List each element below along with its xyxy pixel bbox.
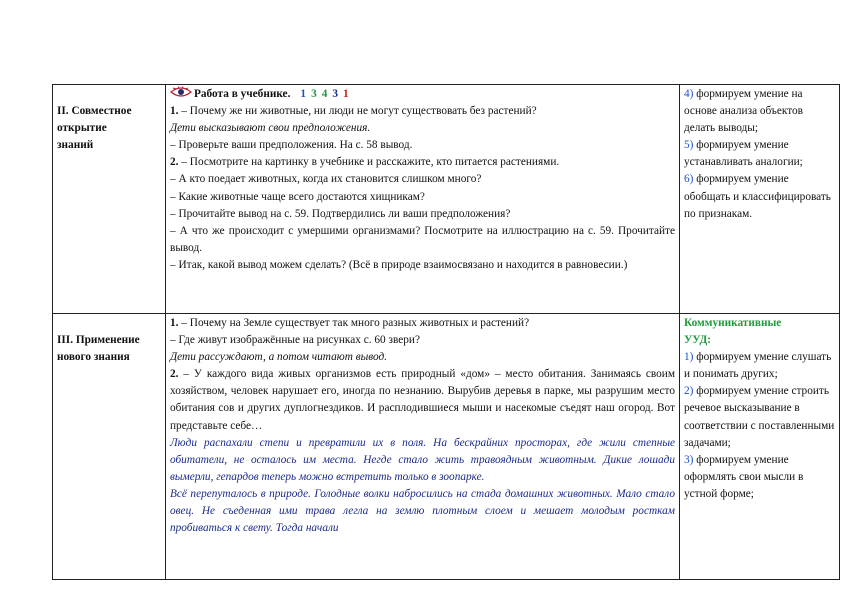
uud-number: 6) xyxy=(684,173,694,186)
uud-number: 3) xyxy=(684,453,694,466)
activity-line: 2. – Посмотрите на картинку в учебнике и расскажите, кто питается растениями. xyxy=(170,156,560,169)
activity-line: Дети рассуждают, а потом читают вывод. xyxy=(170,351,388,364)
stage-label: знаний xyxy=(57,139,94,152)
uud-cell xyxy=(680,314,840,580)
activity-cell xyxy=(166,314,680,580)
uud-list xyxy=(684,86,835,223)
activity-lines xyxy=(170,103,675,274)
table-row xyxy=(53,314,840,580)
uud-number: 4) xyxy=(684,88,694,100)
stage-cell xyxy=(53,314,166,580)
stage-label: открытие xyxy=(57,122,107,135)
uud-item: 1) формируем умение слушать и понимать других; xyxy=(684,351,832,381)
uud-number: 1) xyxy=(684,351,694,364)
level-number: 3 xyxy=(332,88,339,100)
level-number: 1 xyxy=(300,88,307,100)
activity-line: – Итак, какой вывод можем сделать? (Всё в природе взаимосвязано и находится в равновесии.) xyxy=(170,258,628,271)
activity-lines xyxy=(170,315,675,537)
item-number: 1. xyxy=(170,105,179,118)
activity-line: Всё перепуталось в природе. Голодные волки набросились на стада домашних животных. Мало стало овец. Не съеденная ими трава легла на землю плотным слоем и мешает молодым росткам пробиваться к свету. Тогда начали xyxy=(170,487,675,535)
activity-line: 1. – Почему на Земле существует так много разных животных и растений? xyxy=(170,317,530,329)
table-row xyxy=(53,85,840,314)
uud-item: 2) формируем умение строить речевое высказывание в соответствии с поставленными задачами; xyxy=(684,385,835,449)
activity-line: Люди распахали степи и превратили их в поля. На бескрайних просторах, где жили степные обитатели, не осталось им места. Негде стало жить травоядным животным. Дикие лошади вымерли, гепардов теперь можно встретить только в зоопарке. xyxy=(170,436,675,483)
uud-cell xyxy=(680,85,840,314)
stage-cell xyxy=(53,85,166,314)
uud-title: Коммуникативные xyxy=(684,317,782,329)
level-number: 4 xyxy=(321,88,328,100)
activity-line: 2. – У каждого вида живых организмов есть природный «дом» – место обитания. Занимаясь своим хозяйством, человек нарушает его, иногда по незнанию. Вырубив деревья в парке, мы разрушим место обитания сов и других дуплогнездиков. И расплодившиеся мыши и насекомые съедят наш огород. Вот представьте себе… xyxy=(170,368,675,432)
lesson-plan-table xyxy=(52,84,840,580)
activity-line: – Прочитайте вывод на с. 59. Подтвердились ли ваши предположения? xyxy=(170,207,511,220)
item-number: 2. xyxy=(170,368,179,381)
activity-line: – А что же происходит с умершими организмами? Посмотрите на иллюстрацию на с. 59. Прочитайте вывод. xyxy=(170,224,675,254)
uud-number: 2) xyxy=(684,385,694,398)
activity-line: – А кто поедает животных, когда их становится слишком много? xyxy=(170,173,482,186)
activity-line: – Где живут изображённые на рисунках с. 60 звери? xyxy=(170,334,420,347)
activity-line: 1. – Почему же ни животные, ни люди не могут существовать без растений? xyxy=(170,105,537,118)
uud-item: 3) формируем умение оформлять свои мысли в устной форме; xyxy=(684,453,804,500)
item-number: 1. xyxy=(170,317,179,329)
uud-title: УУД: xyxy=(684,334,711,347)
activity-cell xyxy=(166,85,680,314)
uud-item: 5) формируем умение устанавливать аналогии; xyxy=(684,139,803,169)
level-number: 1 xyxy=(343,88,349,100)
stage-label: II. Совместное xyxy=(57,105,132,117)
level-number: 3 xyxy=(311,88,317,100)
eye-icon xyxy=(170,86,192,98)
stage-label: III. Применение xyxy=(57,334,140,346)
level-numbers xyxy=(295,88,348,100)
uud-list xyxy=(684,349,835,503)
uud-item: 6) формируем умение обобщать и классифицировать по признакам. xyxy=(684,173,831,220)
textbook-heading xyxy=(170,86,675,103)
stage-label: нового знания xyxy=(57,351,130,364)
activity-line: Дети высказывают свои предположения. xyxy=(170,122,371,135)
activity-line: – Проверьте ваши предположения. На с. 58 вывод. xyxy=(170,139,413,152)
item-number: 2. xyxy=(170,156,179,169)
uud-number: 5) xyxy=(684,139,694,152)
heading-text: Работа в учебнике. xyxy=(194,88,291,100)
activity-line: – Какие животные чаще всего достаются хищникам? xyxy=(170,190,425,203)
uud-item: 4) формируем умение на основе анализа объектов делать выводы; xyxy=(684,88,803,135)
